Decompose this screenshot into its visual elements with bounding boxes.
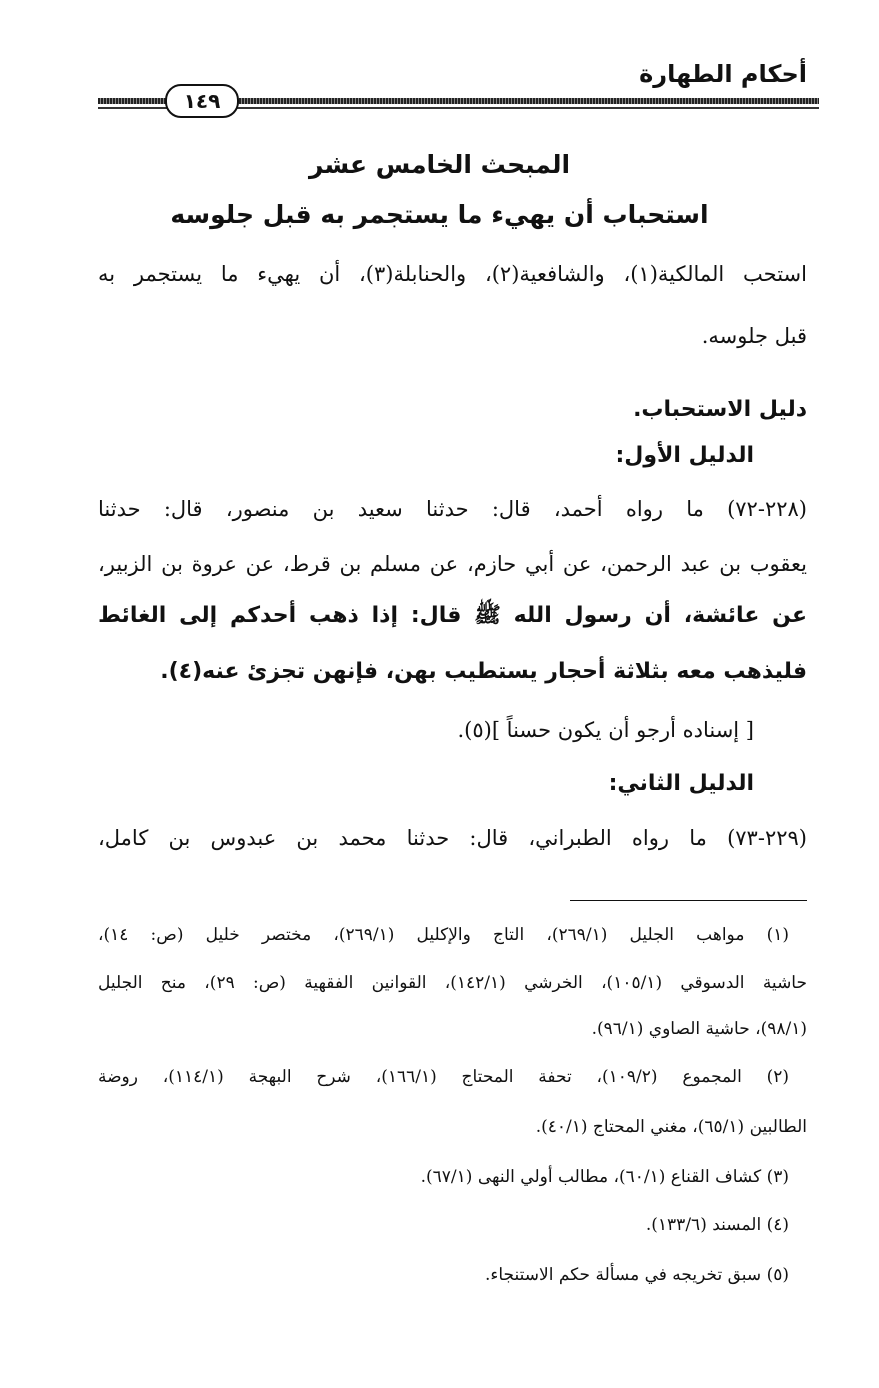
grading: [ إسناده أرجو أن يكون حسناً ](٥). bbox=[457, 718, 754, 742]
running-title: أحكام الطهارة bbox=[639, 60, 807, 88]
footnote-4: (٤) المسند (١٣٣/٦). bbox=[645, 1215, 789, 1235]
first-evidence-heading: الدليل الأول: bbox=[615, 443, 754, 468]
intro-line-1: استحب المالكية(١)، والشافعية(٢)، والحنابلة(٣)، أن يهيء ما يستجمر به bbox=[98, 262, 807, 286]
footnote-1-line-3: (٩٨/١)، حاشية الصاوي (٩٦/١). bbox=[591, 1019, 807, 1039]
hadith1-line-1: (٢٢٨-٧٢) ما رواه أحمد، قال: حدثنا سعيد بن منصور، قال: حدثنا bbox=[98, 497, 807, 521]
section-title: المبحث الخامس عشر bbox=[308, 150, 571, 179]
footnote-rule bbox=[570, 900, 807, 901]
footnote-1-line-2: حاشية الدسوقي (١٠٥/١)، الخرشي (١٤٢/١)، القوانين الفقهية (ص: ٢٩)، منح الجليل bbox=[98, 973, 807, 993]
footnote-2-line-1: (٢) المجموع (١٠٩/٢)، تحفة المحتاج (١٦٦/١)، شرح البهجة (١١٤/١)، روضة bbox=[98, 1067, 789, 1087]
subject-title: استحباب أن يهيء ما يستجمر به قبل جلوسه bbox=[170, 200, 709, 229]
hadith1-line-3: عن عائشة، أن رسول الله ﷺ قال: إذا ذهب أحدكم إلى الغائط bbox=[98, 603, 807, 628]
hadith1-line-4: فليذهب معه بثلاثة أحجار يستطيب بهن، فإنهن تجزئ عنه(٤). bbox=[160, 659, 807, 684]
second-evidence-heading: الدليل الثاني: bbox=[608, 771, 754, 796]
evidence-heading: دليل الاستحباب. bbox=[633, 397, 807, 422]
hadith1-line-2: يعقوب بن عبد الرحمن، عن أبي حازم، عن مسلم بن قرط، عن عروة بن الزبير، bbox=[98, 552, 807, 576]
page-number: ١٤٩ bbox=[165, 84, 239, 118]
hadith2-line-1: (٢٢٩-٧٣) ما رواه الطبراني، قال: حدثنا محمد بن عبدوس بن كامل، bbox=[98, 826, 807, 850]
footnote-3: (٣) كشاف القناع (٦٠/١)، مطالب أولي النهى (٦٧/١). bbox=[420, 1167, 789, 1187]
footnote-5: (٥) سبق تخريجه في مسألة حكم الاستنجاء. bbox=[484, 1265, 789, 1285]
intro-line-2: قبل جلوسه. bbox=[701, 324, 807, 348]
footnote-1-line-1: (١) مواهب الجليل (٢٦٩/١)، التاج والإكليل (٢٦٩/١)، مختصر خليل (ص: ١٤)، bbox=[98, 925, 789, 945]
footnote-2-line-2: الطالبين (٦٥/١)، مغني المحتاج (٤٠/١). bbox=[535, 1117, 807, 1137]
